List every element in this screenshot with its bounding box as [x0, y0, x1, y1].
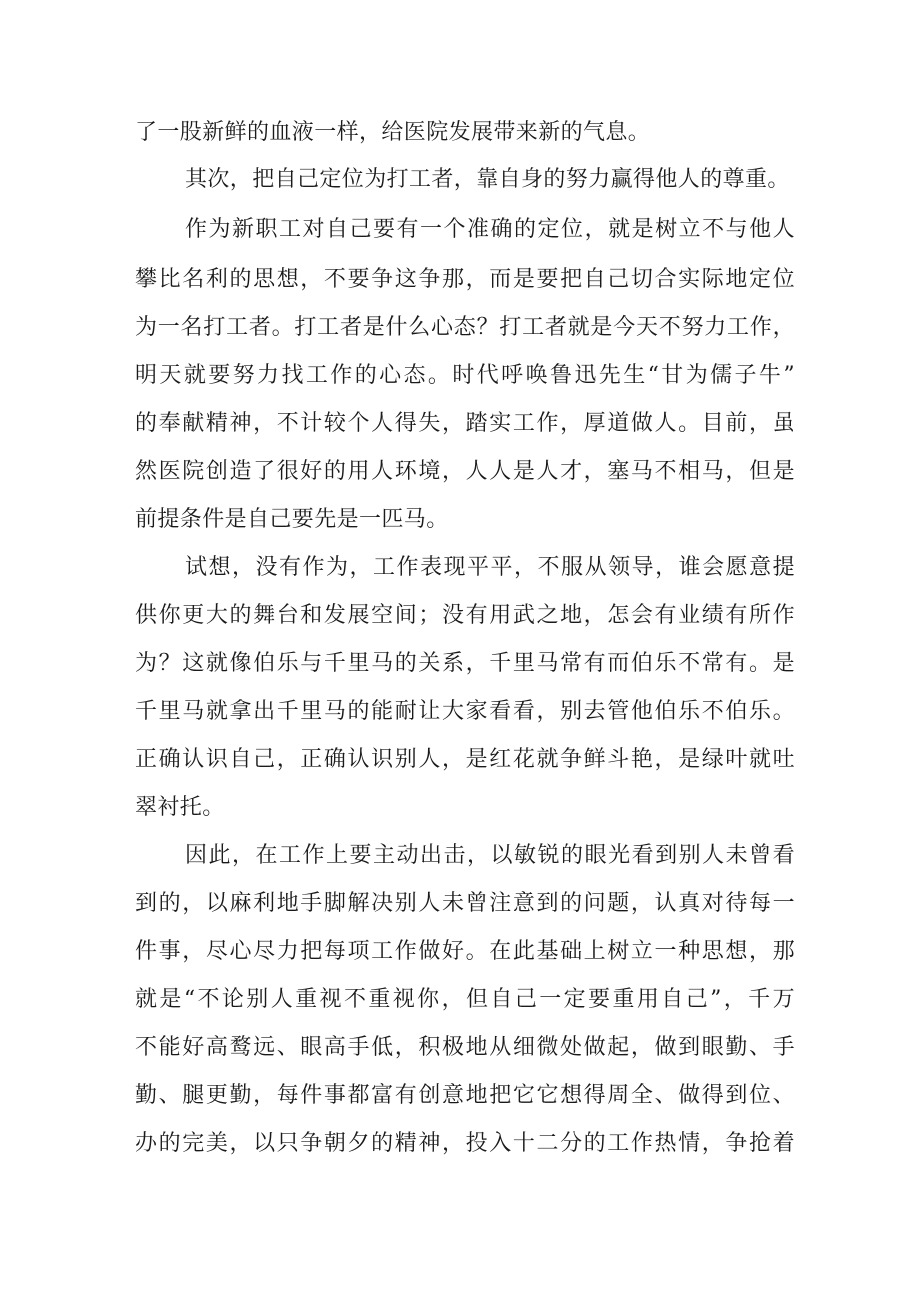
- text-line: 的奉献精神，不计较个人得失，踏实工作，厚道做人。目前，虽: [135, 411, 795, 436]
- paragraph-first-line: 因此，在工作上要主动出击，以敏锐的眼光看到别人未曾看: [185, 843, 795, 868]
- text-line: 正确认识自己，正确认识别人，是红花就争鲜斗艳，是绿叶就吐: [135, 747, 795, 772]
- text-line: 办的完美，以只争朝夕的精神，投入十二分的工作热情，争抢着: [135, 1131, 795, 1156]
- text-line: 明天就要努力找工作的心态。时代呼唤鲁迅先生“甘为儒子牛”: [135, 363, 795, 388]
- text-line: 千里马就拿出千里马的能耐让大家看看，别去管他伯乐不伯乐。: [135, 699, 795, 724]
- text-line: 供你更大的舞台和发展空间；没有用武之地，怎会有业绩有所作: [135, 603, 795, 628]
- text-line: 为一名打工者。打工者是什么心态？打工者就是今天不努力工作，: [135, 315, 795, 340]
- text-line: 不能好高鹜远、眼高手低，积极地从细微处做起，做到眼勤、手: [135, 1035, 795, 1060]
- text-line: 件事，尽心尽力把每项工作做好。在此基础上树立一种思想，那: [135, 939, 795, 964]
- paragraph-first-line: 其次，把自己定位为打工者，靠自身的努力赢得他人的尊重。: [185, 167, 790, 192]
- paragraph-first-line: 作为新职工对自己要有一个准确的定位，就是树立不与他人: [185, 217, 795, 242]
- text-line: 勤、腿更勤，每件事都富有创意地把它它想得周全、做得到位、: [135, 1083, 795, 1108]
- paragraph-first-line: 试想，没有作为，工作表现平平，不服从领导，谁会愿意提: [185, 555, 795, 580]
- text-line: 为？这就像伯乐与千里马的关系，千里马常有而伯乐不常有。是: [135, 651, 795, 676]
- text-line: 攀比名利的思想，不要争这争那，而是要把自己切合实际地定位: [135, 267, 795, 292]
- text-line: 翠衬托。: [135, 795, 225, 820]
- text-line: 到的，以麻利地手脚解决别人未曾注意到的问题，认真对待每一: [135, 891, 795, 916]
- text-line: 就是“不论别人重视不重视你，但自己一定要重用自己”，千万: [135, 987, 795, 1012]
- text-line: 然医院创造了很好的用人环境，人人是人才，塞马不相马，但是: [135, 459, 795, 484]
- text-line: 前提条件是自己要先是一匹马。: [135, 507, 449, 532]
- text-line: 了一股新鲜的血液一样，给医院发展带来新的气息。: [135, 120, 651, 145]
